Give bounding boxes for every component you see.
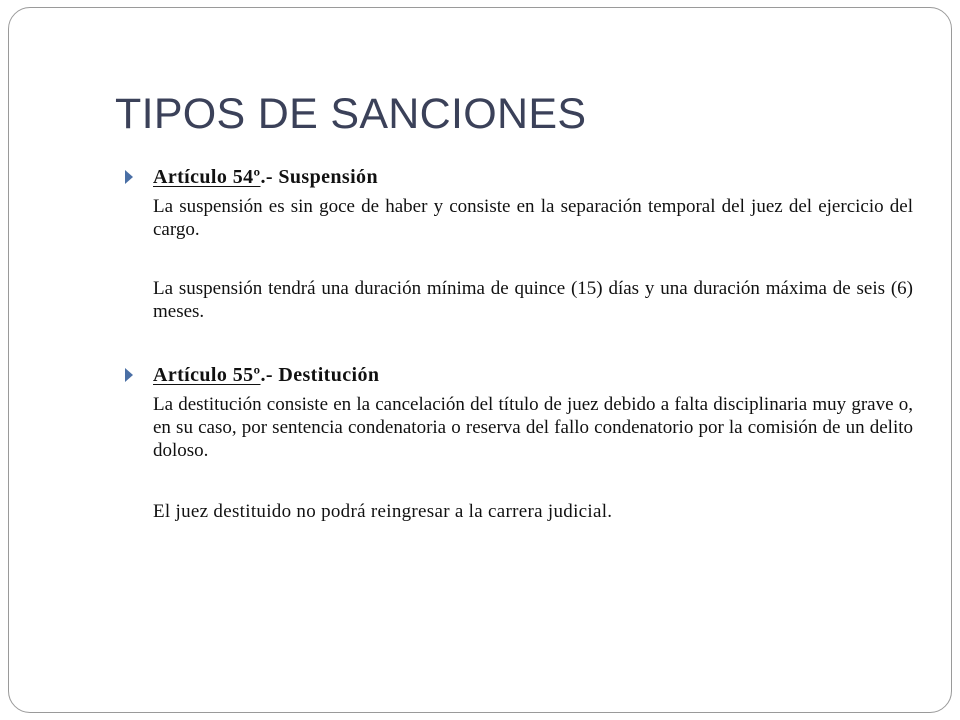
article-55-ref: Artículo 55º <box>153 364 261 386</box>
slide-title: TIPOS DE SANCIONES <box>115 90 587 138</box>
article-55-paragraph-1: La destitución consiste en la cancelación del título de juez debido a falta disciplinaria muy grave o, en su caso, por sentencia condenatoria o reserva del fallo condenatorio por la comisión de un delito doloso. <box>153 394 913 461</box>
article-55-heading <box>125 362 913 388</box>
article-54 <box>125 164 913 323</box>
article-55-heading-text: .- Destitución <box>260 364 380 386</box>
article-55 <box>125 362 913 523</box>
article-54-paragraph-2: La suspensión tendrá una duración mínima de quince (15) días y una duración máxima de seis (6) meses. <box>153 278 913 322</box>
triangle-right-icon <box>125 368 133 382</box>
article-54-heading <box>125 164 913 190</box>
article-55-paragraph-2: El juez destituido no podrá reingresar a la carrera judicial. <box>153 501 613 522</box>
article-54-heading-text: .- Suspensión <box>260 166 378 188</box>
article-54-paragraph-1: La suspensión es sin goce de haber y consiste en la separación temporal del juez del ejercicio del cargo. <box>153 196 913 240</box>
article-54-ref: Artículo 54º <box>153 166 261 188</box>
slide-frame <box>8 7 952 713</box>
slide-content <box>125 164 913 523</box>
triangle-right-icon <box>125 170 133 184</box>
